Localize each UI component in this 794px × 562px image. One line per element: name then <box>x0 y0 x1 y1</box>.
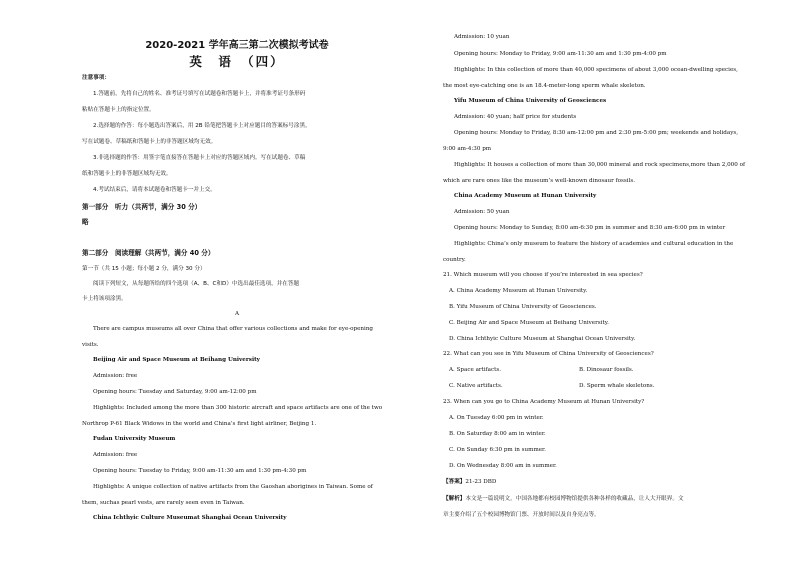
q21-option-a: A. China Academy Museum at Hunan University. <box>449 288 588 294</box>
museum-1-hours: Opening hours: Tuesday and Saturday, 9:00 am-12:00 pm <box>93 389 257 395</box>
q23-option-b: B. On Saturday 8:00 am in winter. <box>449 431 546 437</box>
instruction-line-1: 阅读下列短文，从每题所给的四个选项（A、B、C和D）中选出最佳选项，并在答题 <box>93 281 300 287</box>
museum-2-name: Fudan University Museum <box>93 436 176 442</box>
notice-item-4: 4.考试结束后，请将本试题卷和答题卡一并上交。 <box>93 187 216 193</box>
passage-intro-1: There are campus museums all over China that offer various collections and make for eye-opening <box>93 326 373 332</box>
passage-intro-2: visits. <box>82 342 99 348</box>
answer-label: 【答案】 <box>443 479 466 485</box>
notice-item-2a: 2.选择题的作答：每小题选出答案后，用 2B 铅笔把答题卡上对应题目的答案标号涂黑， <box>93 123 311 129</box>
part1-heading: 第一部分 听力（共两节，满分 30 分） <box>82 203 202 211</box>
q23-option-c: C. On Sunday 6:30 pm in summer. <box>449 447 546 453</box>
museum-4-highlights-2: which are rare ones like the museum’s well-known dinosaur fossils. <box>443 178 636 184</box>
museum-2-highlights-1: Highlights: A unique collection of native artifacts from the Gaoshan aborigines in Taiwan. Some of <box>93 484 373 490</box>
museum-4-hours-1: Opening hours: Monday to Friday, 8:30 am-12:00 pm and 2:30 pm-5:00 pm; weekends and holidays, <box>454 130 739 136</box>
part2-heading: 第二部分 阅读理解（共两节，满分 40 分） <box>82 249 215 257</box>
q21-option-b: B. Yifu Museum of China University of Geosciences. <box>449 304 597 310</box>
museum-3-highlights-1: Highlights: In this collection of more than 40,000 specimens of about 3,000 ocean-dwelling species, <box>454 67 738 73</box>
museum-4-highlights-1: Highlights: It houses a collection of more than 30,000 mineral and rock specimens,more than 2,000 of <box>454 162 746 168</box>
explanation-label: 【解析】 <box>443 496 466 502</box>
museum-1-highlights-1: Highlights: Included among the more than 300 historic aircraft and space artifacts are one of the two <box>93 405 383 411</box>
q23-option-d: D. On Wednesday 8:00 am in summer. <box>449 463 557 469</box>
museum-2-highlights-2: them, suchas pearl vests, are rarely seen even in Taiwan. <box>82 500 245 506</box>
museum-1-highlights-2: Northrop P-61 Black Widows in the world and China’s first light airliner, Beijing 1. <box>82 421 317 427</box>
museum-2-hours: Opening hours: Tuesday to Friday, 9:00 am-11:30 am and 1:30 pm-4:30 pm <box>93 468 307 474</box>
q22-option-a: A. Space artifacts. <box>449 367 502 373</box>
q22-option-b: B. Dinosaur fossils. <box>579 367 634 373</box>
museum-1-name: Beijing Air and Space Museum at Beihang University <box>93 357 260 363</box>
q21-stem: 21. Which museum will you choose if you’re interested in sea species? <box>443 272 643 278</box>
museum-2-admission: Admission: free <box>93 452 138 458</box>
museum-1-admission: Admission: free <box>93 373 138 379</box>
museum-5-name: China Academy Museum at Hunan University <box>454 193 597 199</box>
explanation-line-2: 章主要介绍了五个校园博物馆门票、开放时间以及自身亮点等。 <box>443 512 600 518</box>
museum-4-hours-2: 9:00 am-4:30 pm <box>443 146 492 152</box>
museum-5-admission: Admission: 50 yuan <box>454 209 510 215</box>
notice-item-2b: 写在试题卷、草稿纸和答题卡上的非答题区域均无效。 <box>82 139 217 145</box>
museum-4-admission: Admission: 40 yuan; half price for students <box>454 114 577 120</box>
q22-option-c: C. Native artifacts. <box>449 383 503 389</box>
notice-heading: 注意事项： <box>82 75 110 81</box>
museum-5-highlights-1: Highlights: China’s only museum to feature the history of academies and cultural education in the <box>454 241 734 247</box>
section1-heading: 第一节（共 15 小题；每小题 2 分，满分 30 分） <box>82 266 206 272</box>
museum-5-highlights-2: country. <box>443 257 466 263</box>
museum-3-admission: Admission: 10 yuan <box>454 34 510 40</box>
part1-note: 略 <box>82 218 89 226</box>
explanation-text-1: 本文是一篇说明文。中国各地都有校园博物馆提供各种各样的收藏品，让人大开眼界。文 <box>465 496 684 502</box>
q23-stem: 23. When can you go to China Academy Museum at Hunan University? <box>443 399 645 405</box>
q22-options-row-1 <box>449 366 709 374</box>
notice-item-1b: 粘贴在答题卡上的指定位置。 <box>82 107 155 113</box>
answer-value: 21-23 DBD <box>465 479 497 485</box>
exam-title: 2020-2021 学年高三第二次模拟考试卷 <box>145 40 329 51</box>
museum-4-name: Yifu Museum of China University of Geosciences <box>454 98 607 104</box>
museum-3-hours: Opening hours: Monday to Friday, 9:00 am-11:30 am and 1:30 pm-4:00 pm <box>454 51 667 57</box>
notice-item-3a: 3.非选择题的作答：用签字笔直接答在答题卡上对应的答题区域内。写在试题卷、草稿 <box>93 155 306 161</box>
answer-line <box>443 478 496 486</box>
q22-options-row-2 <box>449 382 709 390</box>
q21-option-d: D. China Ichthyic Culture Museum at Shanghai Ocean University. <box>449 336 636 342</box>
q23-option-a: A. On Tuesday 6:00 pm in winter. <box>449 415 544 421</box>
passage-label: A <box>234 311 240 317</box>
notice-item-3b: 纸和答题卡上的非答题区域均无效。 <box>82 171 172 177</box>
exam-subject: 英 语 （四） <box>189 54 285 69</box>
notice-item-1a: 1.答题前，先将自己的姓名、准考证号填写在试题卷和答题卡上，并将准考证号条形码 <box>93 91 306 97</box>
museum-3-highlights-2: the most eye-catching one is an 18.4-meter-long sperm whale skeleton. <box>443 83 646 89</box>
instruction-line-2: 卡上将该项涂黑。 <box>82 296 127 302</box>
explanation-line-1 <box>443 494 684 502</box>
q21-option-c: C. Beijing Air and Space Museum at Beihang University. <box>449 320 609 326</box>
museum-3-name: China Ichthyic Culture Museumat Shanghai Ocean University <box>93 515 287 521</box>
q22-option-d: D. Sperm whale skeletons. <box>579 383 655 389</box>
museum-5-hours: Opening hours: Monday to Sunday, 8:00 am-6:30 pm in summer and 8:30 am-6:00 pm in winter <box>454 225 726 231</box>
q22-stem: 22. What can you see in Yifu Museum of China University of Geosciences? <box>443 351 654 357</box>
